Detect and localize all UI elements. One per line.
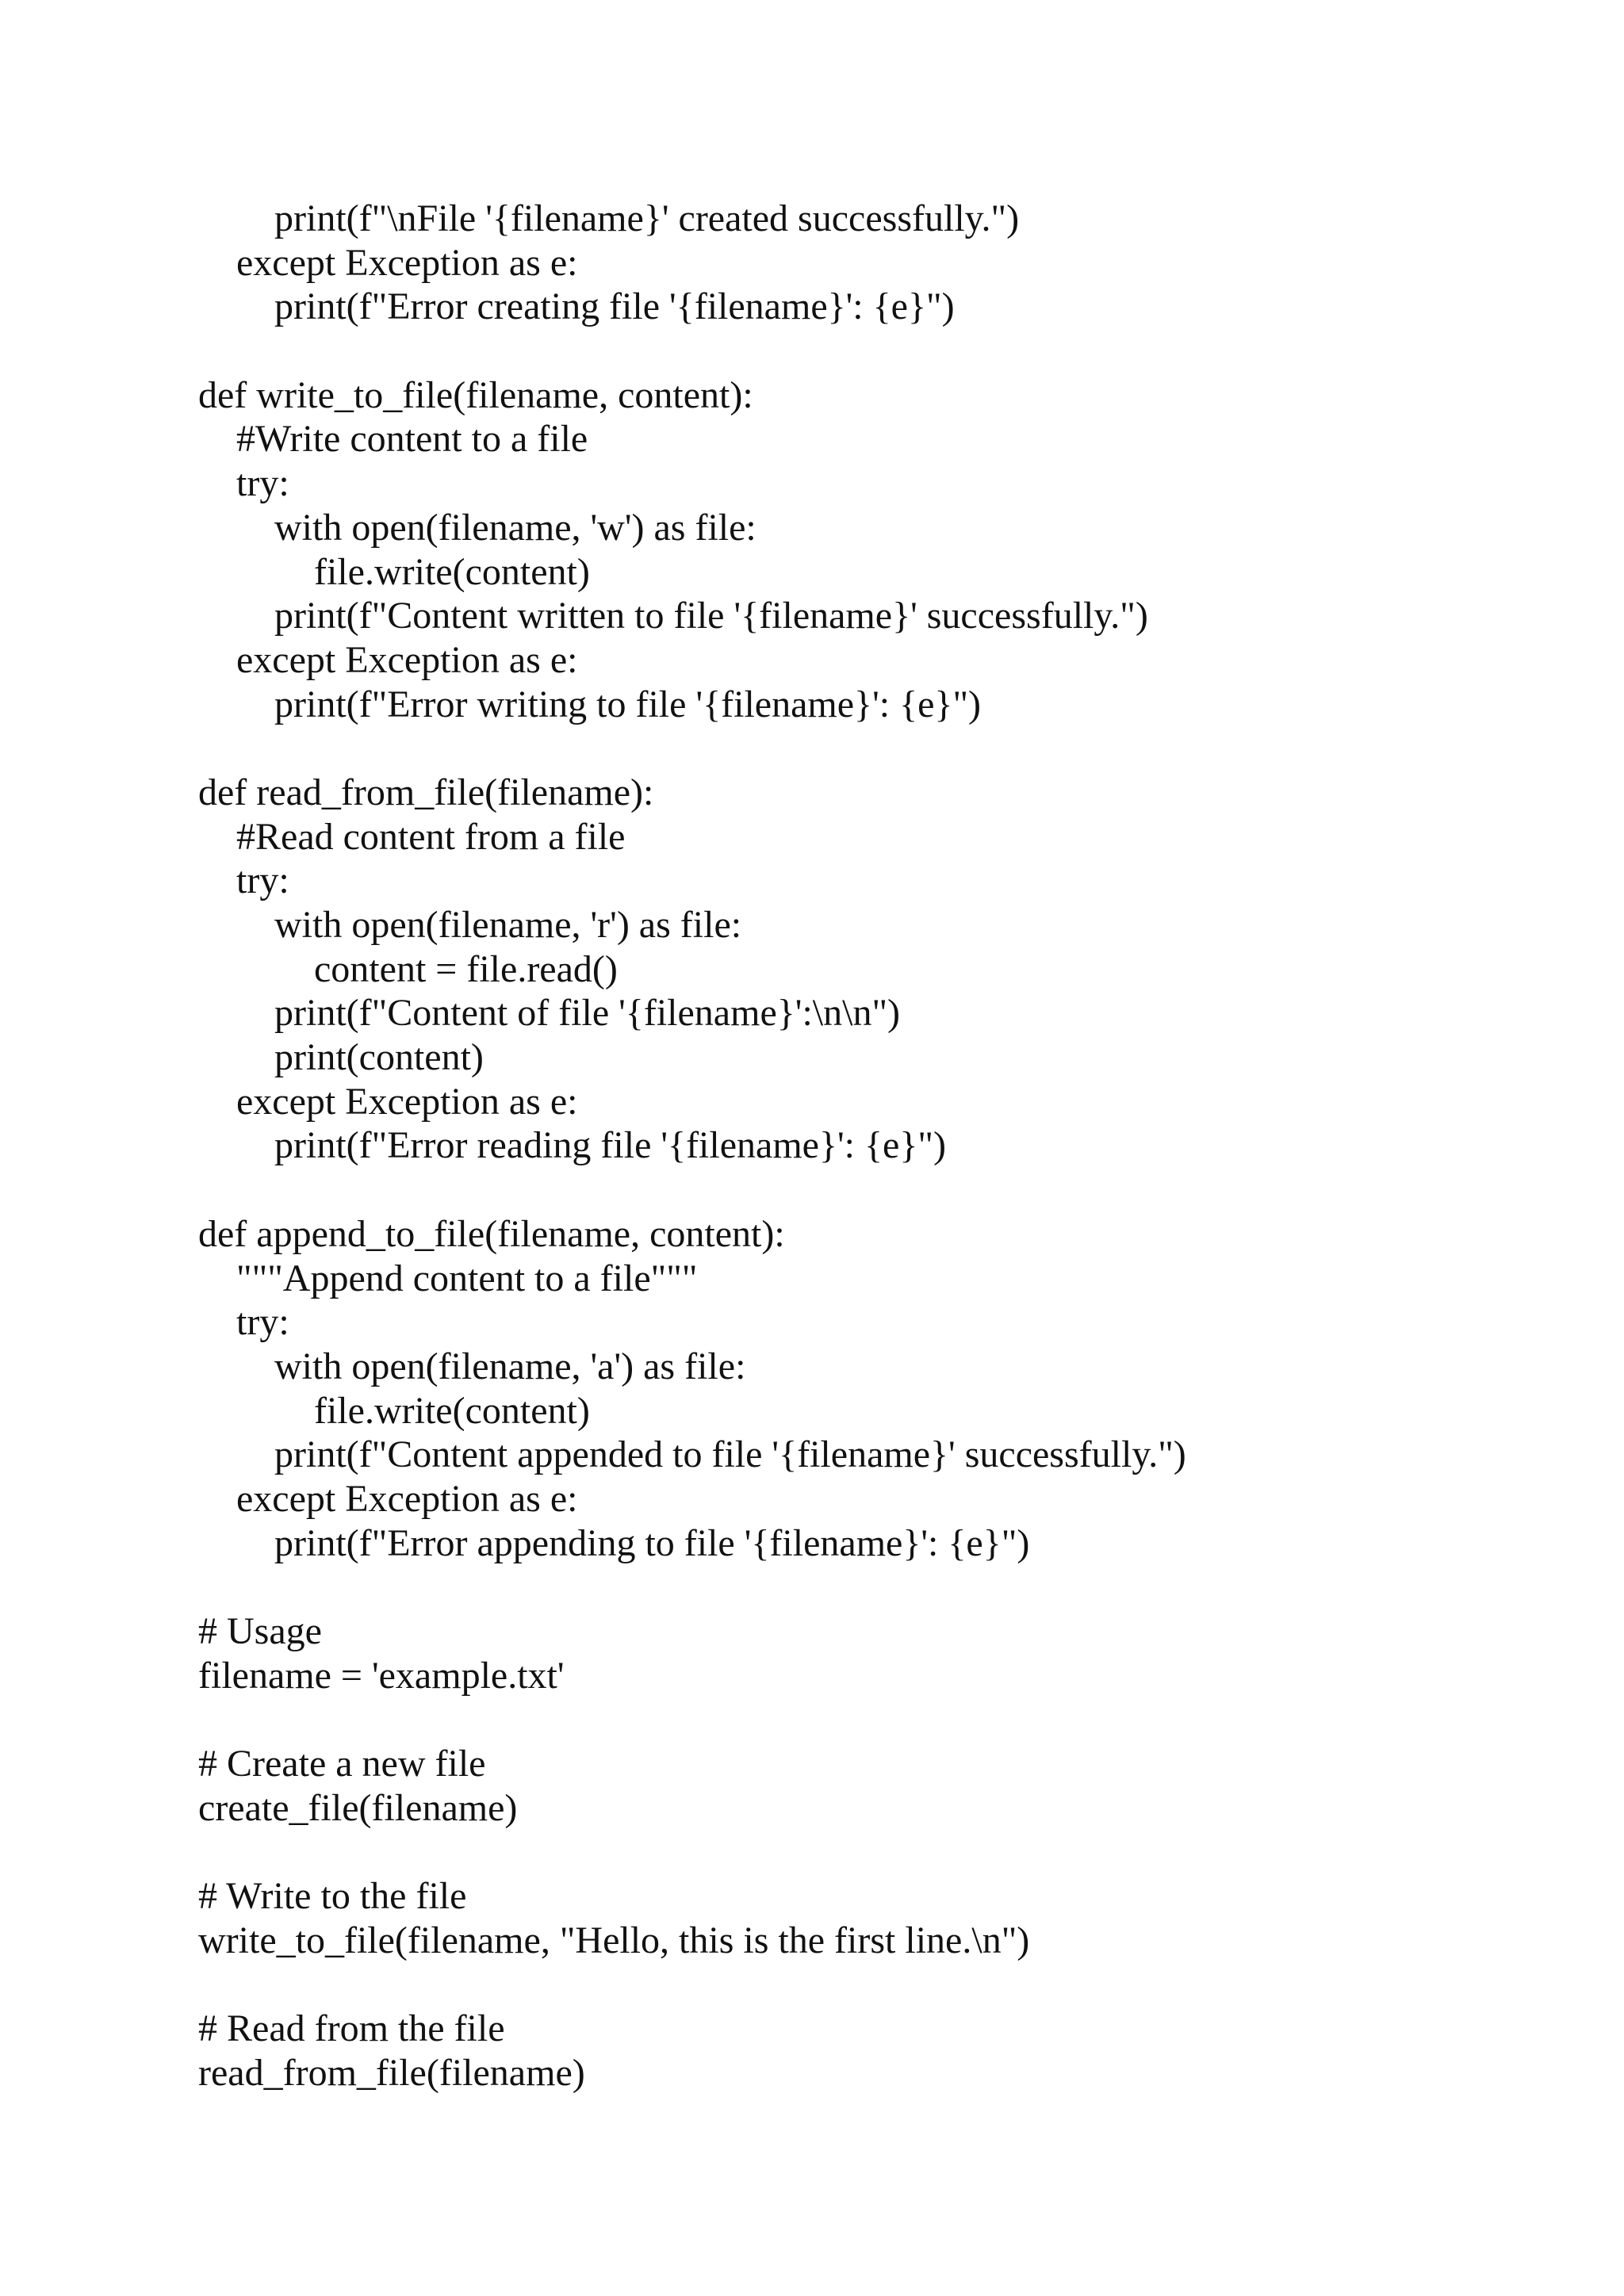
code-line: except Exception as e: [236,1080,578,1123]
code-line: #Read content from a file [236,815,626,858]
code-line: # Read from the file [198,2007,505,2050]
code-line: read_from_file(filename) [198,2051,585,2094]
code-line: print(f"Error writing to file '{filename}': {e}") [274,683,982,725]
code-line: with open(filename, 'w') as file: [274,506,756,549]
code-line: #Write content to a file [236,418,588,461]
code-line: def read_from_file(filename): [198,771,654,813]
code-line: with open(filename, 'r') as file: [274,904,742,946]
blank-line [198,1830,1586,1874]
code-line: print(f"\nFile '{filename}' created successfully.") [274,197,1020,239]
code-line: print(content) [274,1036,484,1079]
code-line: def write_to_file(filename, content): [198,373,753,416]
code-line: create_file(filename) [198,1786,518,1829]
code-line: print(f"Error reading file '{filename}': {e}") [274,1124,946,1167]
code-listing [198,197,1586,2095]
blank-line [198,1565,1586,1609]
code-line: # Write to the file [198,1875,467,1918]
code-line: except Exception as e: [236,638,578,681]
code-line: def append_to_file(filename, content): [198,1212,785,1255]
code-line: file.write(content) [314,1389,590,1432]
code-line: except Exception as e: [236,241,578,284]
code-line: print(f"Error appending to file '{filename}': {e}") [274,1521,1030,1564]
code-line: file.write(content) [314,550,590,593]
blank-line [198,1963,1586,2007]
code-line: print(f"Error creating file '{filename}': {e}") [274,285,955,328]
blank-line [198,726,1586,771]
code-line: content = file.read() [314,947,618,990]
code-line: # Create a new file [198,1743,486,1785]
code-line: except Exception as e: [236,1477,578,1520]
code-line: print(f"Content written to file '{filename}' successfully.") [274,595,1148,637]
code-line: try: [236,859,289,902]
code-line: write_to_file(filename, "Hello, this is the first line.\n") [198,1919,1030,1961]
blank-line [198,1697,1586,1742]
blank-line [198,1168,1586,1212]
code-line: print(f"Content appended to file '{filename}' successfully.") [274,1433,1186,1476]
blank-line [198,329,1586,373]
code-line: """Append content to a file""" [236,1257,698,1299]
code-line: print(f"Content of file '{filename}':\n\n") [274,992,901,1035]
code-line: with open(filename, 'a') as file: [274,1345,746,1387]
code-line: # Usage [198,1610,322,1652]
code-line: try: [236,462,289,505]
code-line: filename = 'example.txt' [198,1654,565,1697]
code-line: try: [236,1301,289,1344]
